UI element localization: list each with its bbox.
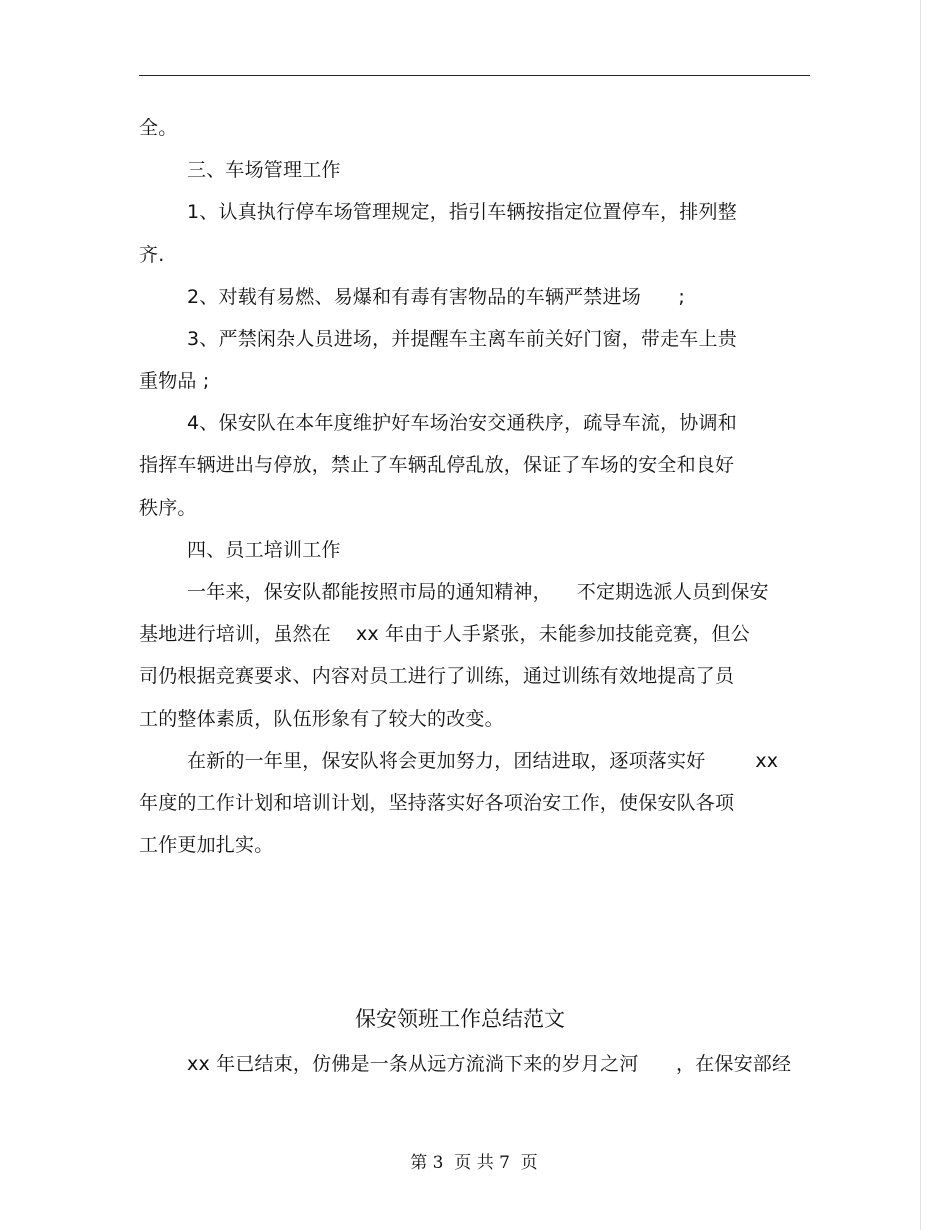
text-line: 一年来，保安队都能按照市局的通知精神， 不定期选派人员到保安 (187, 581, 769, 603)
text-line: 重物品 ; (139, 370, 210, 392)
page-footer: 第 3 页 共 7 页 (410, 1153, 538, 1173)
text-line: 工作更加扎实。 (139, 834, 274, 856)
text-line: xx 年已结束，仿佛是一条从远方流淌下来的岁月之河 ，在保安部经 (187, 1053, 792, 1075)
section-heading: 四、员工培训工作 (187, 539, 341, 561)
text-line: 4、保安队在本年度维护好车场治安交通秩序，疏导车流，协调和 (187, 412, 737, 434)
text-line: 2、对载有易燃、易爆和有毒有害物品的车辆严禁进场 ; (187, 286, 685, 308)
text-line: 齐. (139, 244, 165, 266)
text-line: 1、认真执行停车场管理规定，指引车辆按指定位置停车，排列整 (187, 201, 737, 223)
text-line: 年度的工作计划和培训计划，坚持落实好各项治安工作，使保安队各项 (139, 792, 735, 814)
text-line: 指挥车辆进出与停放，禁止了车辆乱停乱放，保证了车场的安全和良好 (139, 454, 735, 476)
text-line: 3、严禁闲杂人员进场，并提醒车主离车前关好门窗，带走车上贵 (187, 328, 737, 350)
page-edge (920, 0, 921, 1230)
text-line: 司仍根据竞赛要求、内容对员工进行了训练，通过训练有效地提高了员 (139, 665, 735, 687)
text-line: 在新的一年里，保安队将会更加努力，团结进取，逐项落实好 xx (187, 750, 779, 772)
section-heading: 三、车场管理工作 (187, 159, 341, 181)
text-line: 工的整体素质，队伍形象有了较大的改变。 (139, 708, 504, 730)
document-title: 保安领班工作总结范文 (355, 1007, 565, 1031)
text-line: 全。 (139, 117, 178, 139)
text-line: 基地进行培训，虽然在 xx 年由于人手紧张，未能参加技能竞赛，但公 (139, 623, 750, 645)
text-line: 秩序。 (139, 497, 197, 519)
header-rule (139, 75, 810, 76)
